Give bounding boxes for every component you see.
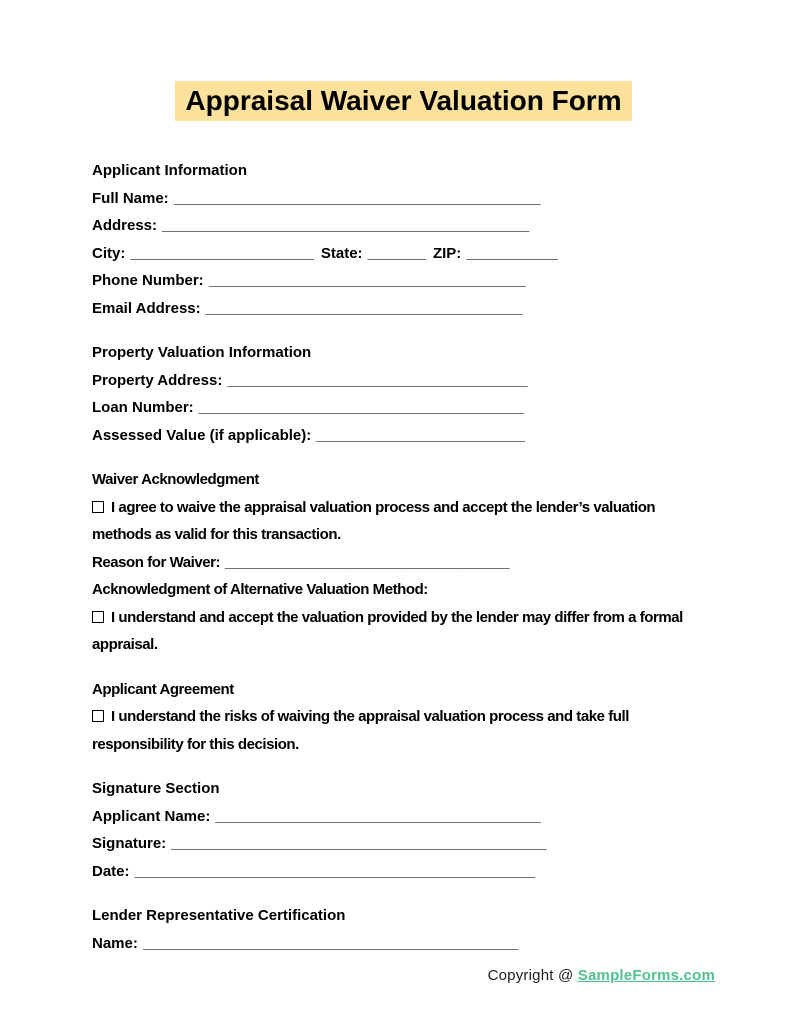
title-row (0, 0, 807, 121)
phone-blank[interactable]: ______________________________________ (208, 272, 526, 289)
copyright-text: Copyright @ (487, 967, 578, 984)
section-heading: Property Valuation Information (92, 344, 312, 361)
section-heading: Applicant Agreement (92, 680, 234, 698)
form-field-line (92, 549, 715, 577)
field-label: Signature: (92, 835, 167, 852)
field-label: City: (92, 244, 126, 262)
form-field-line (92, 240, 715, 268)
field-label: Phone Number: (92, 272, 204, 289)
section-heading: Signature Section (92, 780, 220, 797)
section-subheading: Acknowledgment of Alternative Valuation Method: (92, 581, 428, 598)
checkbox-text: I agree to waive the appraisal valuation process and accept the lender’s valuation methods as valid for this transaction. (92, 498, 656, 543)
form-field-line (92, 267, 715, 295)
form-field-line (92, 185, 715, 213)
assessed-value-blank[interactable]: _________________________ (316, 426, 525, 444)
signature-blank[interactable]: _____________________________________________ (171, 835, 547, 852)
email-blank[interactable]: ______________________________________ (205, 299, 523, 317)
section-lender-certification (92, 902, 715, 957)
lender-name-blank[interactable]: _____________________________________________ (142, 934, 519, 952)
form-field-line (92, 295, 715, 323)
form-field-line (92, 394, 715, 422)
form-field-line (92, 212, 715, 240)
section-waiver-acknowledgment (92, 466, 715, 659)
checkbox-line (92, 494, 715, 549)
section-heading: Applicant Information (92, 162, 247, 179)
section-applicant-agreement (92, 676, 715, 759)
section-applicant-information (92, 157, 715, 322)
field-label: Loan Number: (92, 399, 194, 416)
checkbox-line (92, 703, 715, 758)
form-field-line (92, 367, 715, 395)
field-label: ZIP: (432, 244, 462, 262)
form-field-line (92, 803, 715, 831)
applicant-name-blank[interactable]: _______________________________________ (215, 807, 541, 825)
form-field-line (92, 858, 715, 886)
field-label: Assessed Value (if applicable): (92, 426, 312, 444)
reason-for-waiver-blank[interactable]: ____________________________________ (225, 553, 510, 571)
checkbox-text: I understand and accept the valuation provided by the lender may differ from a formal appraisal. (92, 608, 683, 653)
checkbox-line (92, 604, 715, 659)
checkbox-icon[interactable] (92, 501, 104, 513)
state-blank[interactable]: _______ (367, 244, 426, 262)
form-field-line (92, 830, 715, 858)
section-property-valuation (92, 339, 715, 449)
loan-number-blank[interactable]: _______________________________________ (198, 399, 525, 416)
form-field-line (92, 930, 715, 958)
field-label: Email Address: (92, 299, 201, 317)
field-label: Property Address: (92, 371, 223, 389)
address-blank[interactable]: ____________________________________________ (162, 217, 530, 234)
field-label: Full Name: (92, 189, 169, 207)
field-label: Reason for Waiver: (92, 553, 221, 571)
section-heading: Waiver Acknowledgment (92, 471, 259, 488)
field-label: Name: (92, 934, 138, 952)
field-label: Address: (92, 217, 158, 234)
zip-blank[interactable]: ___________ (466, 244, 559, 262)
checkbox-icon[interactable] (92, 710, 104, 722)
property-address-blank[interactable]: ____________________________________ (227, 371, 528, 389)
form-field-line (92, 422, 715, 450)
full-name-blank[interactable]: ____________________________________________ (173, 189, 541, 207)
section-heading: Lender Representative Certification (92, 907, 346, 924)
form-content (92, 157, 715, 957)
checkbox-text: I understand the risks of waiving the appraisal valuation process and take full responsibility for this decision. (92, 708, 629, 753)
city-blank[interactable]: ______________________ (130, 244, 314, 262)
field-label: Date: (92, 862, 130, 880)
footer (488, 967, 715, 984)
date-blank[interactable]: ________________________________________________ (134, 862, 535, 880)
field-label: Applicant Name: (92, 807, 211, 825)
section-signature (92, 775, 715, 885)
field-label: State: (320, 244, 363, 262)
checkbox-icon[interactable] (92, 611, 104, 623)
sampleforms-link[interactable]: SampleForms.com (577, 967, 715, 984)
form-title: Appraisal Waiver Valuation Form (175, 81, 631, 121)
